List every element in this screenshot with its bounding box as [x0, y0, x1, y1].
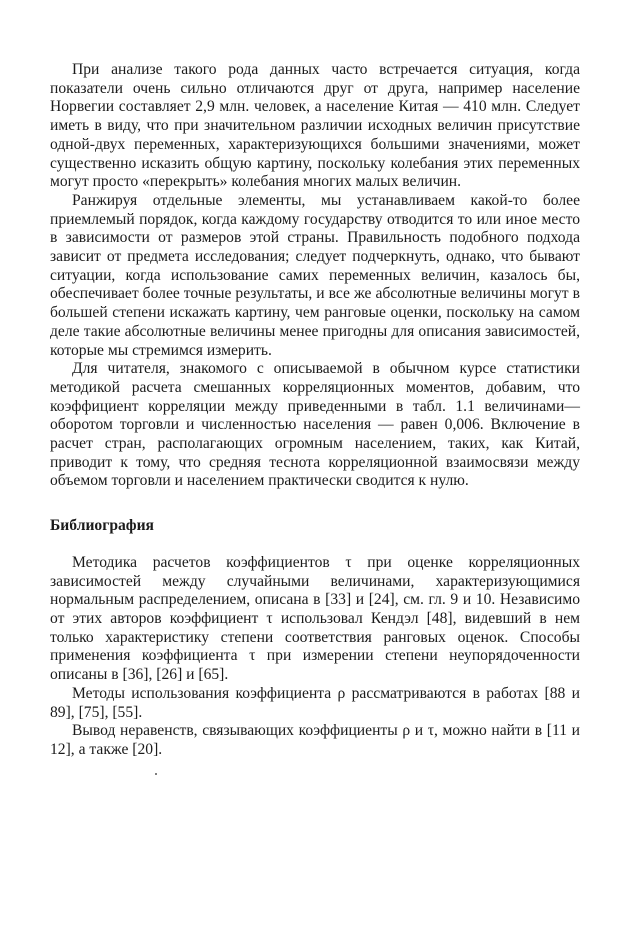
- paragraph-3: Для читателя, знакомого с описываемой в обычном курсе статистики методикой расчета смешанных корреляционных моментов, добавим, что коэффициент корреляции между приведенными в табл. 1.1 величинами—оборотом торговли и численностью населения — равен 0,006. Включение в расчет стран, располагающих огромным населением, таких, как Китай, приводит к тому, что средняя теснота корреляционной взаимосвязи между объемом торговли и населением практически сводится к нулю.: [50, 360, 580, 490]
- bibliography-paragraph-1: Методика расчетов коэффициентов τ при оценке корреляционных зависимостей между случайными величинами, характеризующимися нормальным распределением, описана в [33] и [24], см. гл. 9 и 10. Независимо от этих авторов коэффициент τ использовал Кендэл [48], видевший в нем только характеристику степени соответствия ранговых оценок. Способы применения коэффициента τ при измерении степени неупорядоченности описаны в [36], [26] и [65].: [50, 553, 580, 684]
- scan-speck: [155, 773, 157, 775]
- bibliography-paragraph-3: Вывод неравенств, связывающих коэффициенты ρ и τ, можно найти в [11 и 12], а также [20].: [50, 722, 580, 758]
- bibliography-paragraph-2: Методы использования коэффициента ρ рассматриваются в работах [88 и 89], [75], [55].: [50, 684, 580, 721]
- paragraph-1: При анализе такого рода данных часто встречается ситуация, когда показатели очень сильно отличаются друг от друга, например население Норвегии составляет 2,9 млн. человек, а население Китая — 410 млн. Следует иметь в виду, что при значительном различии исходных величин присутствие одной-двух переменных, характеризующихся большими значениями, может существенно исказить общую картину, поскольку колебания этих переменных могут просто «перекрыть» колебания многих малых величин.: [50, 61, 580, 191]
- paragraph-2: Ранжируя отдельные элементы, мы устанавливаем какой-то более приемлемый порядок, когда каждому государству отводится то или иное место в зависимости от размеров этой страны. Правильность подобного подхода зависит от предмета исследования; следует подчеркнуть, однако, что бывают ситуации, когда использование самих переменных величин, казалось бы, обеспечивает более точные результаты, и все же абсолютные величины могут в большей степени искажать картину, чем ранговые оценки, поскольку на самом деле такие абсолютные величины менее пригодны для описания зависимостей, которые мы стремимся измерить.: [50, 191, 580, 359]
- page-text: [50, 61, 580, 760]
- bibliography-heading: Библиография: [50, 517, 154, 535]
